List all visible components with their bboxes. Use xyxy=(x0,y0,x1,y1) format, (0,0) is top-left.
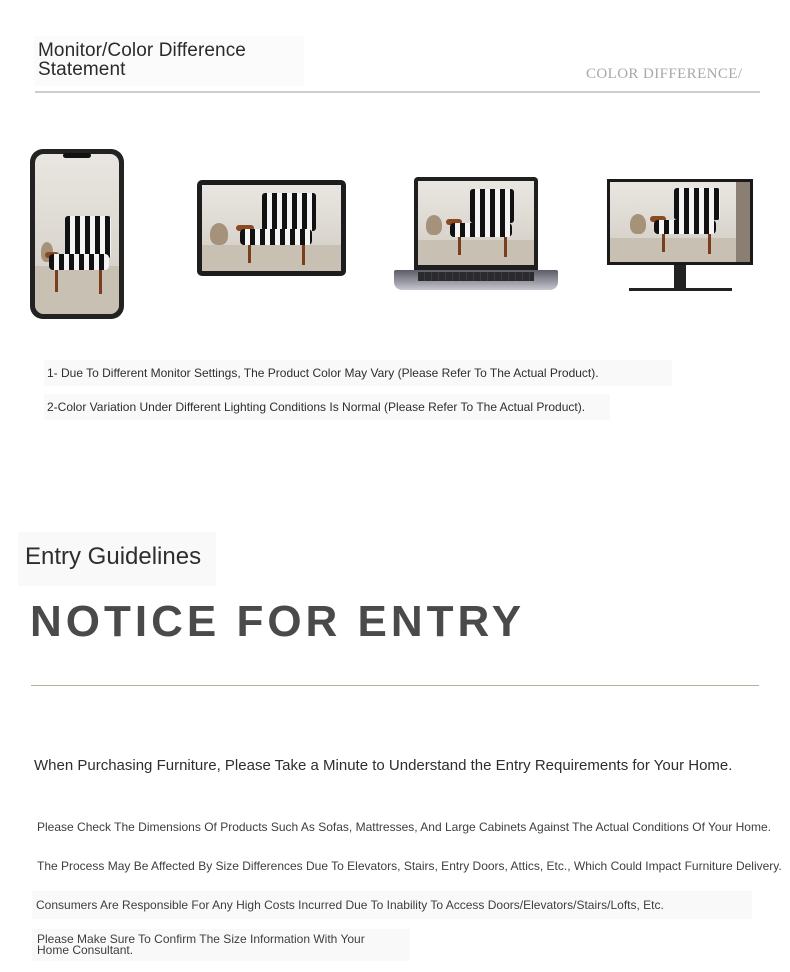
chair-photo xyxy=(610,182,750,262)
laptop-device-image xyxy=(394,177,558,292)
chair-photo xyxy=(202,185,341,271)
entry-item-2: The Process May Be Affected By Size Differences Due To Elevators, Stairs, Entry Doors, Attics, Etc., Which Could Impact Furniture Delivery. xyxy=(37,859,782,873)
color-note-2: 2-Color Variation Under Different Lighting Conditions Is Normal (Please Refer To The Actual Product). xyxy=(47,400,586,414)
color-section-title: Monitor/Color Difference Statement xyxy=(38,40,246,80)
entry-section-title: Entry Guidelines xyxy=(25,543,202,570)
entry-section-divider xyxy=(31,685,759,686)
keyboard xyxy=(418,272,534,281)
color-note-1: 1- Due To Different Monitor Settings, The Product Color May Vary (Please Refer To The Actual Product). xyxy=(47,366,599,380)
phone-device-image xyxy=(30,149,124,319)
tablet-device-image xyxy=(197,180,346,276)
color-section-tag: COLOR DIFFERENCE/ xyxy=(586,66,743,82)
phone-notch xyxy=(63,153,91,158)
chair-photo xyxy=(35,154,119,314)
entry-item-3: Consumers Are Responsible For Any High Costs Incurred Due To Inability To Access Doors/Elevators/Stairs/Lofts, Etc. xyxy=(36,898,664,912)
entry-item-1: Please Check The Dimensions Of Products Such As Sofas, Mattresses, And Large Cabinets Against The Actual Conditions Of Your Home. xyxy=(37,820,771,834)
notice-heading: NOTICE FOR ENTRY xyxy=(30,597,526,646)
entry-item-4: Please Make Sure To Confirm The Size Information With Your Home Consultant. xyxy=(37,932,365,957)
color-section-divider xyxy=(35,91,760,93)
entry-intro: When Purchasing Furniture, Please Take a Minute to Understand the Entry Requirements for Your Home. xyxy=(34,757,733,774)
monitor-device-image xyxy=(607,179,753,294)
chair-photo xyxy=(418,181,534,265)
